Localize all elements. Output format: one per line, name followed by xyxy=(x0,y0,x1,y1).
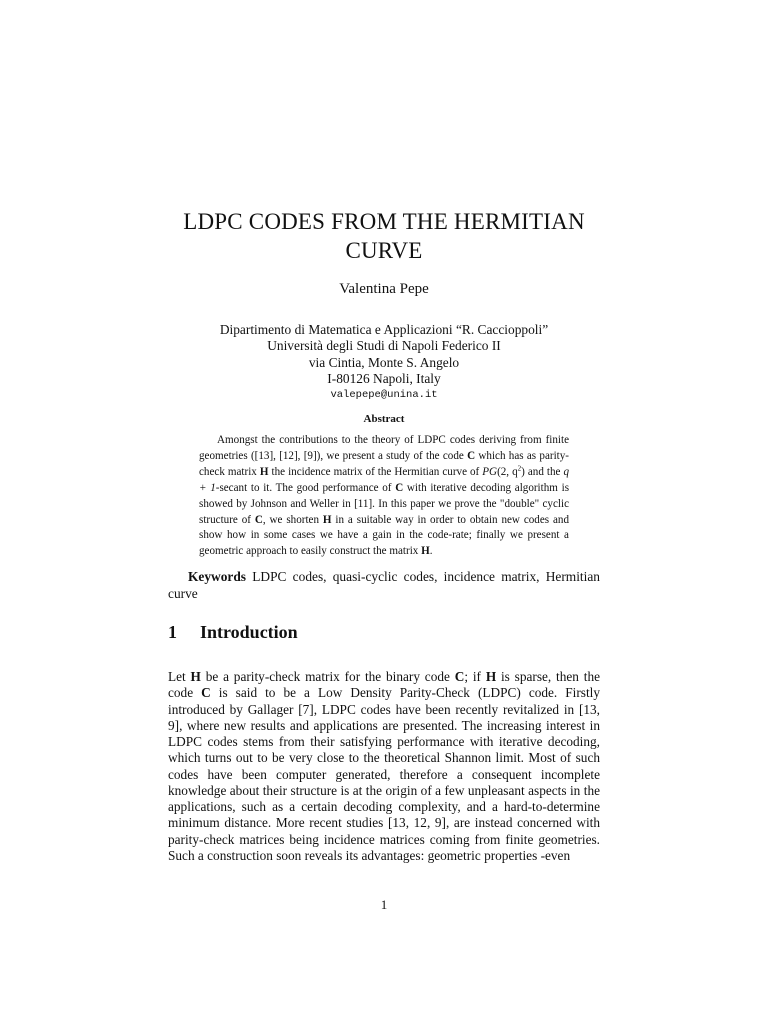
section-number: 1 xyxy=(168,622,177,642)
symbol-matrix-h: H xyxy=(421,545,430,558)
paper-title xyxy=(150,207,618,265)
abstract-text: and the xyxy=(524,465,564,478)
math-q-plus-one: q + 1 xyxy=(199,465,569,494)
author-email: valepepe@unina.it xyxy=(330,389,438,402)
intro-paragraph xyxy=(168,669,600,864)
title-line-1: LDPC CODES FROM THE HERMITIAN xyxy=(183,209,585,234)
abstract-text: -secant to it. The good performance of xyxy=(215,481,396,494)
intro-text: Let xyxy=(168,669,191,684)
keywords-label: Keywords xyxy=(188,569,247,584)
symbol-matrix-h: H xyxy=(485,669,497,684)
intro-text: is sparse, then the code xyxy=(168,669,601,701)
intro-text: ; if xyxy=(464,669,486,684)
math-pg-args: (2, q xyxy=(497,465,518,478)
math-pg-close: ) xyxy=(521,465,525,478)
keywords xyxy=(168,568,600,602)
symbol-matrix-h: H xyxy=(259,465,269,478)
title-line-2: CURVE xyxy=(345,238,423,263)
page-number: 1 xyxy=(380,897,388,912)
symbol-code-c: C xyxy=(201,685,211,701)
abstract-text: the incidence matrix of the Hermitian curve of xyxy=(268,465,483,478)
symbol-code-c: C xyxy=(395,481,404,494)
intro-text: is said to be a Low Density Parity-Check (LDPC) code. Firstly introduced by Gallager [7], LDPC codes have been recently revitalized in [13, 9], where new results and applications are presented. The increasing interest in LDPC codes stems from their satisfying performance with iterative decoding, which turns out to be very close to the theoretical Shannon limit. Most of such codes have been computer generated, therefore a consequent incomplete knowledge about their structure is at the origin of a few unpleasant aspects in the applications, such as a certain decoding complexity, and a hard-to-determine minimum distance. More recent studies [13, 12, 9], are instead concerned with parity-check matrices being incidence matrices coming from finite geometries. Such a construction soon reveals its advantages: geometric properties -even xyxy=(168,685,601,863)
affiliation xyxy=(150,322,618,403)
affiliation-street: via Cintia, Monte S. Angelo xyxy=(308,354,460,370)
abstract-text: which has as parity-check matrix xyxy=(199,449,569,478)
symbol-matrix-h: H xyxy=(190,669,201,684)
affiliation-university: Università degli Studi di Napoli Federico II xyxy=(267,338,501,354)
affiliation-city: I-80126 Napoli, Italy xyxy=(327,370,441,386)
keywords-text: LDPC codes, quasi-cyclic codes, incidence matrix, Hermitian curve xyxy=(168,569,600,601)
math-pg: PG xyxy=(482,465,498,478)
abstract-heading: Abstract xyxy=(363,413,405,425)
author-name: Valentina Pepe xyxy=(339,281,429,297)
symbol-code-c: C xyxy=(254,513,263,526)
abstract-body xyxy=(199,433,569,560)
section-title: Introduction xyxy=(200,622,298,642)
abstract-text: . xyxy=(429,545,433,558)
abstract-text: in a suitable way in order to obtain new codes and show how in some cases we have a gain in the code-rate; finally we present a geometric approach to easily construct the matrix xyxy=(199,513,569,558)
abstract-text: Amongst the contributions to the theory of LDPC codes deriving from finite geometries ([13], [12], [9]), we present a study of the code xyxy=(199,434,569,462)
affiliation-department: Dipartimento di Matematica e Applicazioni “R. Caccioppoli” xyxy=(219,322,549,337)
abstract-text: with iterative decoding algorithm is showed by Johnson and Weller in [11]. In this paper we prove the "double" cyclic structure of xyxy=(199,481,570,526)
math-pg-exponent: 2 xyxy=(517,464,522,473)
symbol-code-c: C xyxy=(467,449,476,462)
symbol-matrix-h: H xyxy=(322,513,332,526)
intro-text: be a parity-check matrix for the binary code xyxy=(200,669,455,684)
abstract-text: , we shorten xyxy=(262,513,323,526)
section-heading xyxy=(168,622,298,643)
symbol-code-c: C xyxy=(454,669,465,684)
